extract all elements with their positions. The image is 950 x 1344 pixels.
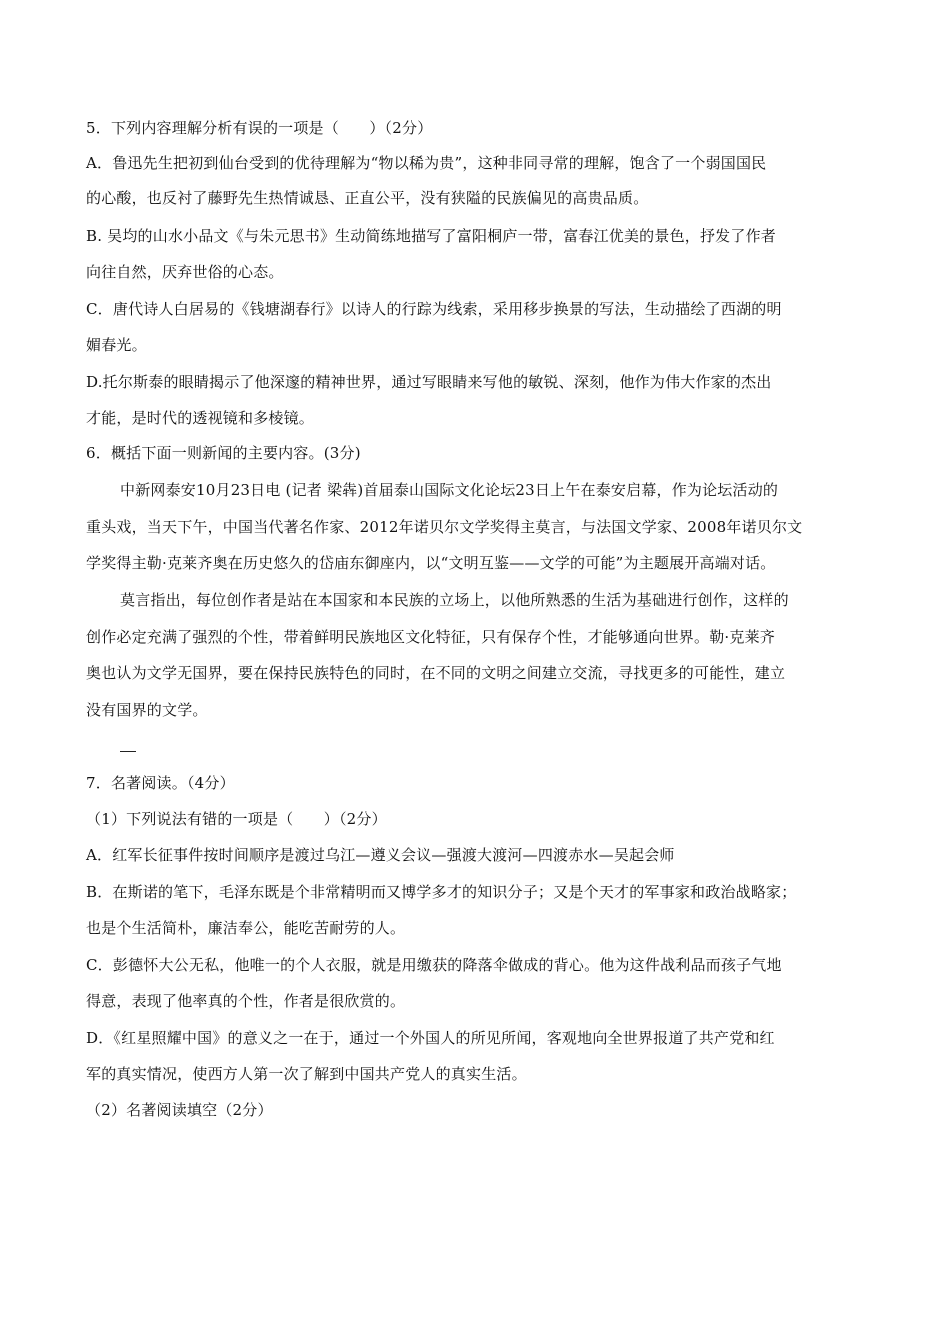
q5-option-b-line2: 向往自然，厌弃世俗的心态。 [86,263,284,281]
q7-sub1-stem: （1）下列说法有错的一项是（ ）（2分） [86,810,387,828]
q5-stem: 5．下列内容理解分析有误的一项是（ ）（2分） [86,119,433,137]
news-paragraph1-line3: 学奖得主勒·克莱齐奥在历史悠久的岱庙东御座内，以“文明互鉴——文学的可能”为主题展开高端对话。 [86,554,776,572]
q5-option-a-line2: 的心酸，也反衬了藤野先生热情诚恳、正直公平，没有狭隘的民族偏见的高贵品质。 [86,189,649,207]
q5-option-c-line2: 媚春光。 [86,336,147,354]
q7-option-c-line1: C．彭德怀大公无私，他唯一的个人衣服，就是用缴获的降落伞做成的背心。他为这件战利品而孩子气地 [86,956,782,974]
q5-option-c-line1: C．唐代诗人白居易的《钱塘湖春行》以诗人的行踪为线索，采用移步换景的写法，生动描绘了西湖的明 [86,300,782,318]
q7-option-d-line1: D．《红星照耀中国》的意义之一在于，通过一个外国人的所见所闻，客观地向全世界报道了共产党和红 [86,1029,775,1047]
news-paragraph2-line4: 没有国界的文学。 [86,701,208,719]
news-paragraph2-line1: 莫言指出，每位创作者是站在本国家和本民族的立场上，以他所熟悉的生活为基础进行创作，这样的 [120,591,789,609]
q7-option-b-line2: 也是个生活简朴，廉洁奉公，能吃苦耐劳的人。 [86,919,406,937]
q7-stem: 7．名著阅读。（4分） [86,774,235,792]
q6-stem: 6．概括下面一则新闻的主要内容。(3分) [86,444,361,462]
q5-option-d-line1: D.托尔斯泰的眼睛揭示了他深邃的精神世界，通过写眼睛来写他的敏锐、深刻，他作为伟大作家的杰出 [86,373,772,391]
q5-option-a-line1: A．鲁迅先生把初到仙台受到的优待理解为“物以稀为贵”，这种非同寻常的理解，饱含了一个弱国国民 [86,154,767,172]
q5-option-b-line1: B. 吴均的山水小品文《与朱元思书》生动简练地描写了富阳桐庐一带，富春江优美的景色，抒发了作者 [86,227,776,245]
q7-option-b-line1: B．在斯诺的笔下，毛泽东既是个非常精明而又博学多才的知识分子；又是个天才的军事家和政治战略家； [86,883,797,901]
news-paragraph1-line1: 中新网泰安10月23日电 (记者 梁犇)首届泰山国际文化论坛23日上午在泰安启幕，作为论坛活动的 [120,481,779,499]
q7-option-a-line1: A．红军长征事件按时间顺序是渡过乌江—遵义会议—强渡大渡河—四渡赤水—吴起会师 [86,846,675,864]
news-paragraph2-line3: 奥也认为文学无国界，要在保持民族特色的同时，在不同的文明之间建立交流，寻找更多的可能性，建立 [86,664,786,682]
q7-option-d-line2: 军的真实情况，使西方人第一次了解到中国共产党人的真实生活。 [86,1065,527,1083]
q7-sub2-stem: （2）名著阅读填空（2分） [86,1101,273,1119]
q5-option-d-line2: 才能，是时代的透视镜和多棱镜。 [86,409,315,427]
q7-option-c-line2: 得意，表现了他率真的个性，作者是很欣赏的。 [86,992,406,1010]
answer-dash [120,751,136,752]
news-paragraph2-line2: 创作必定充满了强烈的个性，带着鲜明民族地区文化特征，只有保存个性，才能够通向世界。勒·克莱齐 [86,628,775,646]
news-paragraph1-line2: 重头戏，当天下午，中国当代著名作家、2012年诺贝尔文学奖得主莫言，与法国文学家、2008年诺贝尔文 [86,518,803,536]
